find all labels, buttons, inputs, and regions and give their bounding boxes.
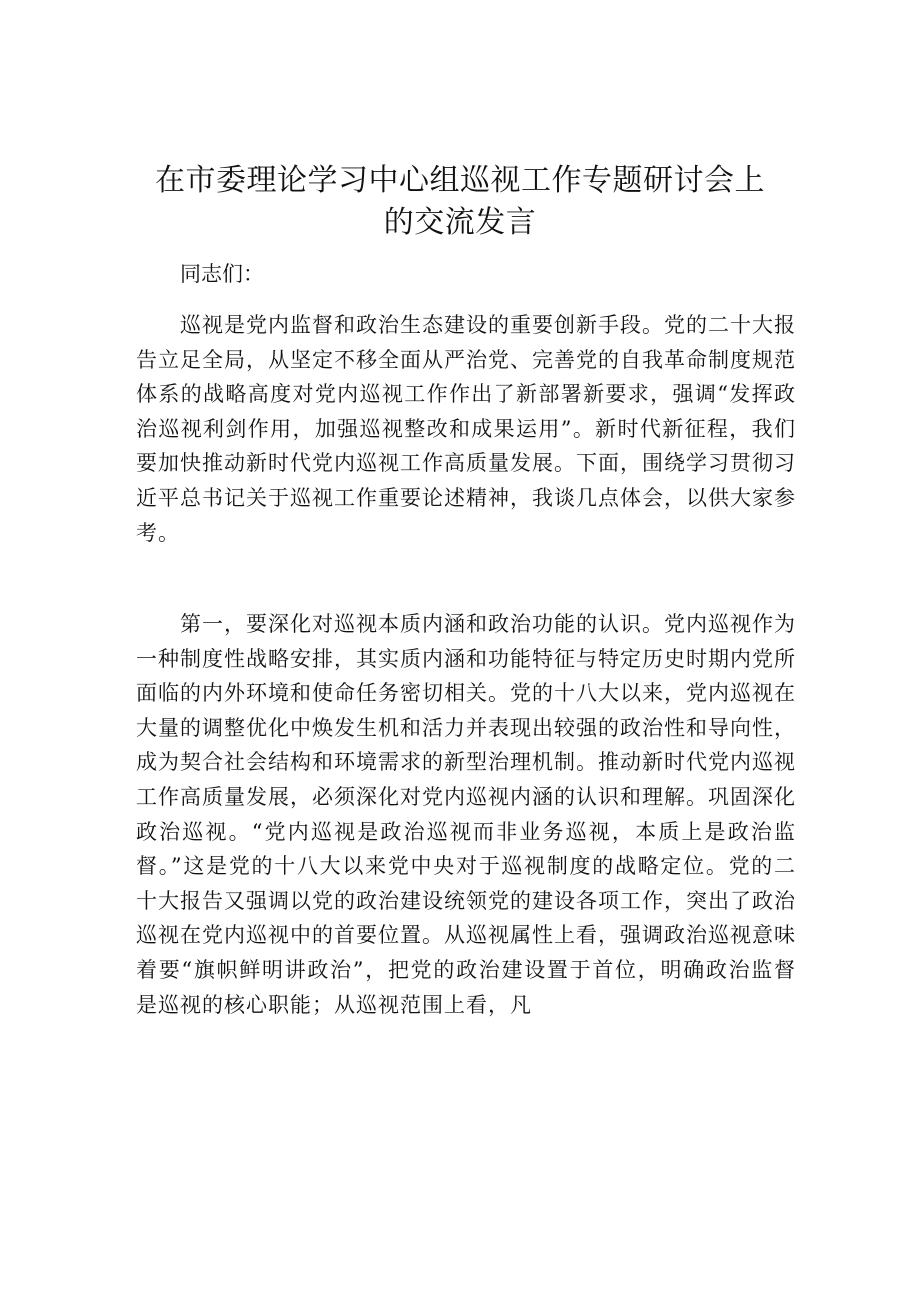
paragraph-first-point: 第一，要深化对巡视本质内涵和政治功能的认识。党内巡视作为一种制度性战略安排，其实质内涵和功能特征与特定历史时期内党所面临的内外环境和使命任务密切相关。党的十八大以来，党内巡视在大量的调整优化中焕发生机和活力并表现出较强的政治性和导向性，成为契合社会结构和环境需求的新型治理机制。推动新时代党内巡视工作高质量发展，必须深化对党内巡视内涵的认识和理解。巩固深化政治巡视。“党内巡视是政治巡视而非业务巡视，本质上是政治监督。”这是党的十八大以来党中央对于巡视制度的战略定位。党的二十大报告又强调以党的政治建设统领党的建设各项工作，突出了政治巡视在党内巡视中的首要位置。从巡视属性上看，强调政治巡视意味着要“旗帜鲜明讲政治”，把党的政治建设置于首位，明确政治监督是巡视的核心职能；从巡视范围上看，凡 — [136, 612, 796, 1017]
document-title — [130, 160, 790, 244]
paragraph-intro: 巡视是党内监督和政治生态建设的重要创新手段。党的二十大报告立足全局，从坚定不移全面从严治党、完善党的自我革命制度规范体系的战略高度对党内巡视工作作出了新部署新要求，强调“发挥政治巡视利剑作用，加强巡视整改和成果运用”。新时代新征程，我们要加快推动新时代党内巡视工作高质量发展。下面，围绕学习贯彻习近平总书记关于巡视工作重要论述精神，我谈几点体会，以供大家参考。 — [136, 313, 796, 545]
salutation: 同志们： — [180, 262, 264, 286]
title-line-2: 的交流发言 — [383, 205, 537, 240]
title-line-1: 在市委理论学习中心组巡视工作专题研讨会上 — [155, 163, 765, 198]
